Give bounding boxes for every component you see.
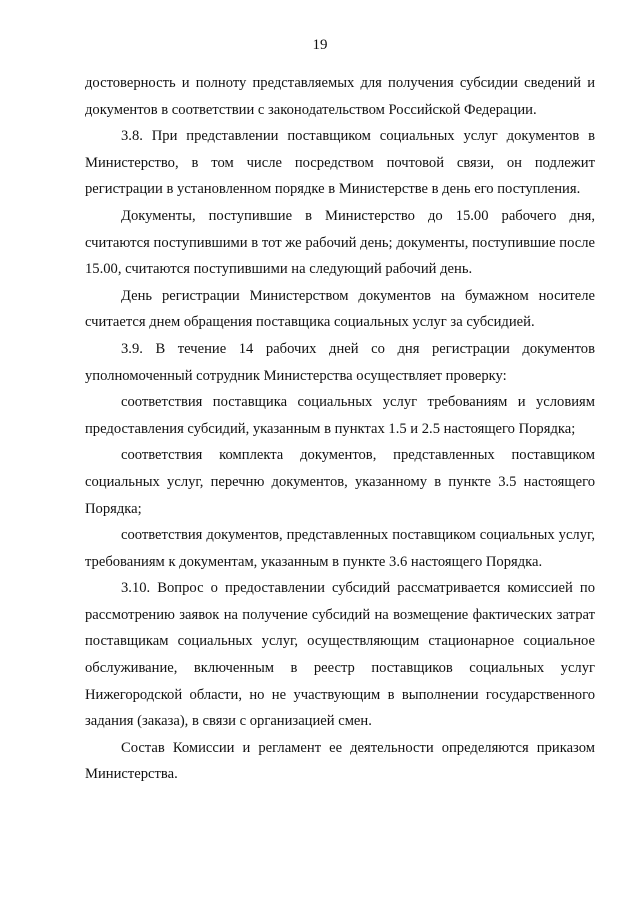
document-body xyxy=(85,70,595,788)
page-number: 19 xyxy=(312,37,328,53)
paragraph-continuation: достоверность и полноту представляемых для получения субсидии сведений и документов в соответствии с законодательством Российской Федерации. xyxy=(85,75,595,118)
paragraph-commission: Состав Комиссии и регламент ее деятельности определяются приказом Министерства. xyxy=(85,739,595,783)
paragraph-3-9: 3.9. В течение 14 рабочих дней со дня регистрации документов уполномоченный сотрудник Министерства осуществляет проверку: xyxy=(85,340,595,384)
list-item-documents-requirements: соответствия документов, представленных поставщиком социальных услуг, требованиям к документам, указанным в пункте 3.6 настоящего Порядка. xyxy=(85,527,595,570)
paragraph-3-8: 3.8. При представлении поставщиком социальных услуг документов в Министерство, в том числе посредством почтовой связи, он подлежит регистрации в установленном порядке в Министерстве в день его поступления. xyxy=(85,128,595,198)
list-item-provider-compliance: соответствия поставщика социальных услуг требованиям и условиям предоставления субсидий, указанным в пунктах 1.5 и 2.5 настоящего Порядка; xyxy=(85,394,595,437)
list-item-documents-set: соответствия комплекта документов, представленных поставщиком социальных услуг, перечню документов, указанному в пункте 3.5 настоящего Порядка; xyxy=(85,447,595,517)
paragraph-documents-deadline: Документы, поступившие в Министерство до 15.00 рабочего дня, считаются поступившими в тот же рабочий день; документы, поступившие после 15.00, считаются поступившими на следующий рабочий день. xyxy=(85,207,595,278)
paragraph-3-10: 3.10. Вопрос о предоставлении субсидий рассматривается комиссией по рассмотрению заявок на получение субсидий на возмещение фактических затрат поставщикам социальных услуг, осуществляющим стационарное социальное обслуживание, включенным в реестр поставщиков социальных услуг Нижегородской области, но не участвующим в выполнении государственного задания (заказа), в связи с организацией смен. xyxy=(85,580,595,730)
paragraph-registration-day: День регистрации Министерством документов на бумажном носителе считается днем обращения поставщика социальных услуг за субсидией. xyxy=(85,287,595,331)
